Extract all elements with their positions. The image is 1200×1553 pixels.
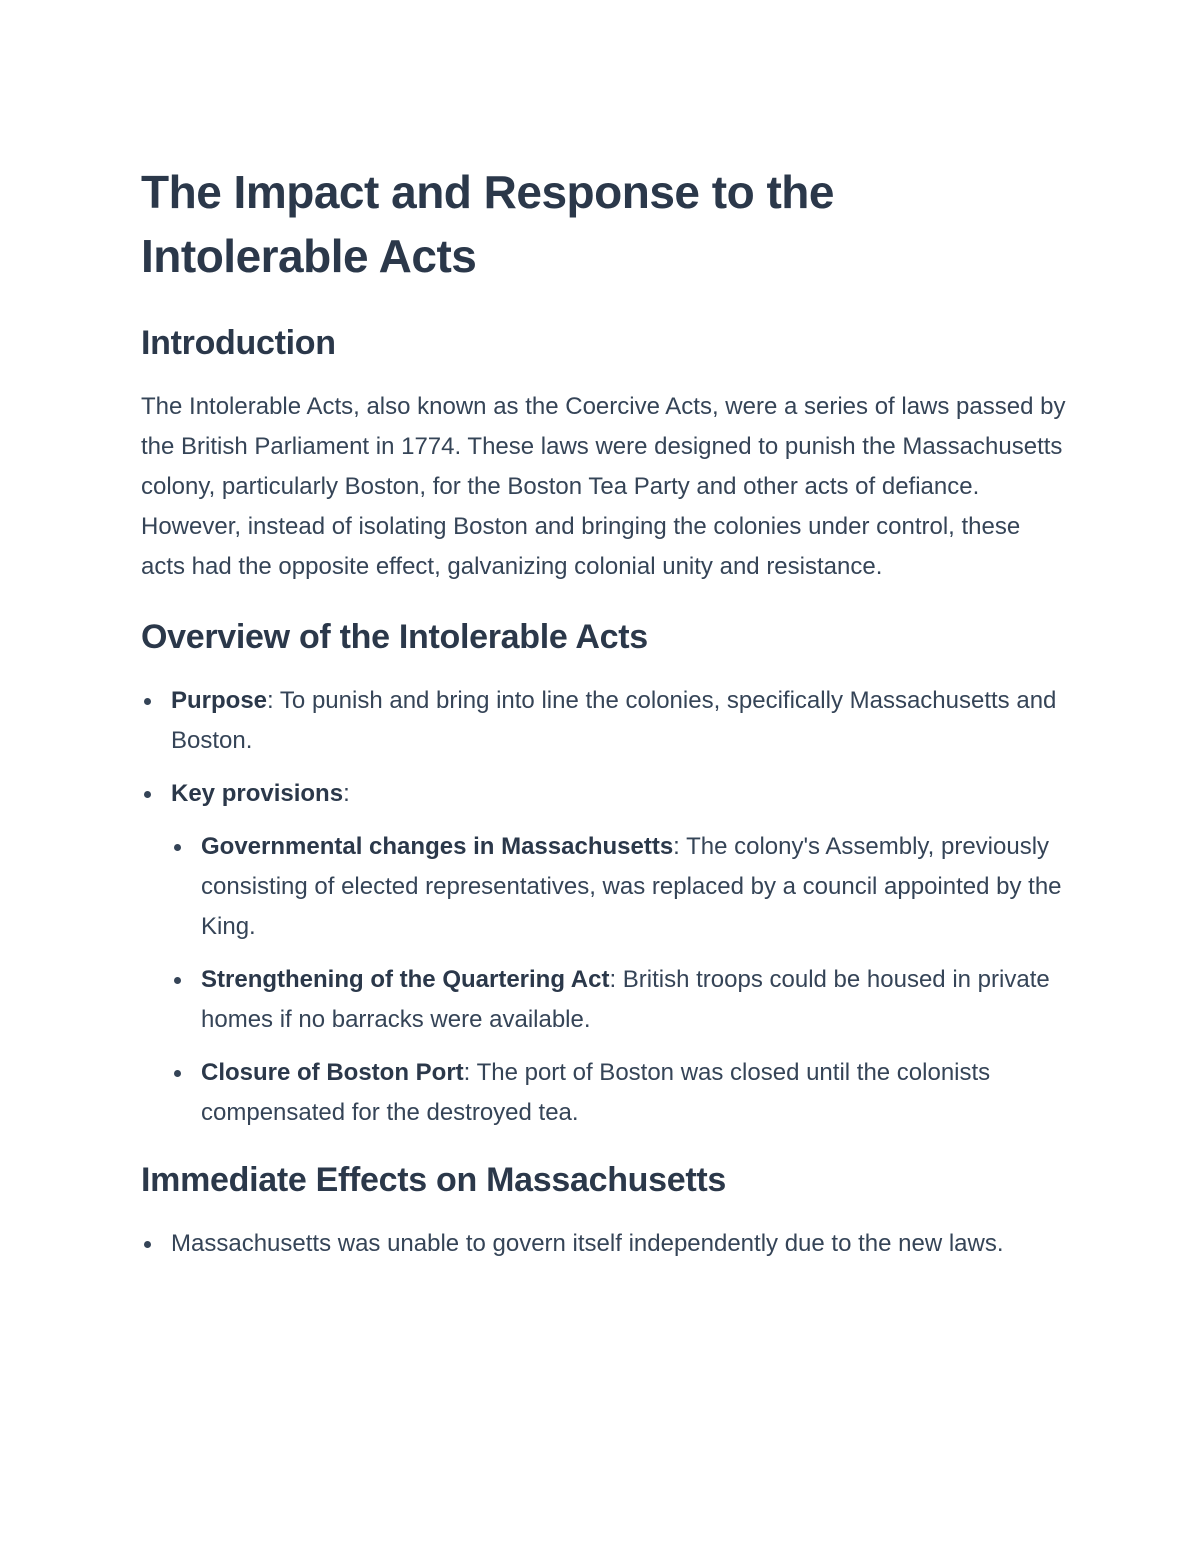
effects-list [141,1224,1066,1264]
bullet-icon [144,791,151,798]
bullet-icon [174,977,181,984]
provision-label: Strengthening of the Quartering Act [201,966,610,993]
provision-label: Closure of Boston Port [201,1059,464,1086]
effect-text: Massachusetts was unable to govern itself independently due to the new laws. [171,1230,1004,1257]
bullet-icon [144,1241,151,1248]
list-item-purpose [141,681,1066,761]
provisions-list [171,827,1066,1133]
list-item-quartering-act [171,960,1066,1040]
section-heading-overview: Overview of the Intolerable Acts [141,618,648,656]
document-page [141,160,1066,1264]
purpose-label: Purpose [171,687,268,714]
provision-text: : The colony's Assembly, previously consisting of elected representatives, was replaced by a council appointed by the King. [201,833,1062,940]
section-heading-introduction: Introduction [141,324,336,362]
key-provisions-label: Key provisions [171,780,344,807]
bullet-icon [174,844,181,851]
bullet-icon [174,1070,181,1077]
provision-text: : The port of Boston was closed until the colonists compensated for the destroyed tea. [201,1059,991,1126]
list-item-boston-port [171,1053,1066,1133]
list-item-effect [141,1224,1066,1264]
section-heading-effects: Immediate Effects on Massachusetts [141,1161,726,1199]
introduction-paragraph: The Intolerable Acts, also known as the Coercive Acts, were a series of laws passed by the British Parliament in 1774. These laws were designed to punish the Massachusetts colony, particularly Boston, for the Boston Tea Party and other acts of defiance. However, instead of isolating Boston and bringing the colonies under control, these acts had the opposite effect, galvanizing colonial unity and resistance. [141,393,1066,580]
overview-list [141,681,1066,1133]
list-item-key-provisions [141,774,1066,1133]
document-title: The Impact and Response to the Intolerable Acts [141,166,834,282]
provision-label: Governmental changes in Massachusetts [201,833,674,860]
bullet-icon [144,698,151,705]
purpose-text: : To punish and bring into line the colonies, specifically Massachusetts and Boston. [171,687,1057,754]
key-provisions-suffix: : [343,780,350,807]
list-item-governmental-changes [171,827,1066,947]
provision-text: : British troops could be housed in private homes if no barracks were available. [201,966,1050,1033]
